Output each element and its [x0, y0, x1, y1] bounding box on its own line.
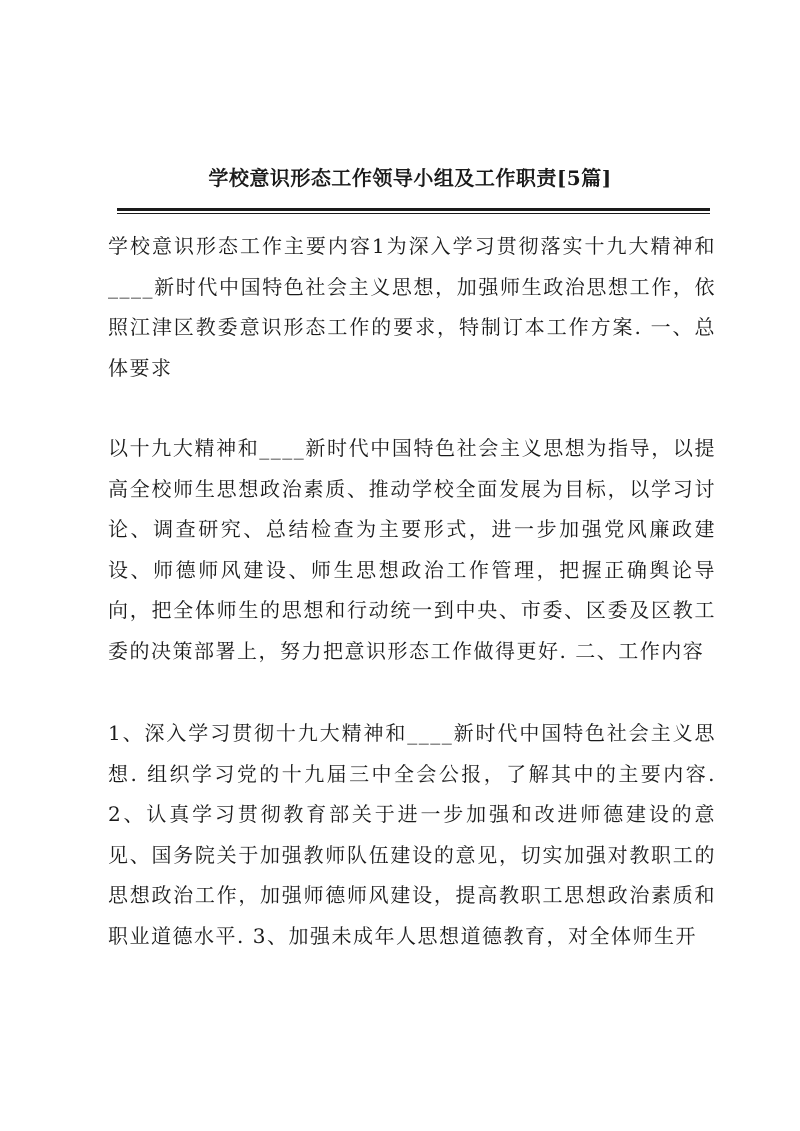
paragraph-spacer — [108, 671, 716, 713]
title-underline-thick — [117, 208, 710, 211]
document-title: 学校意识形态工作领导小组及工作职责[5篇] — [208, 166, 612, 190]
paragraph-spacer — [108, 388, 716, 428]
paragraph-guidance: 以十九大精神和____新时代中国特色社会主义思想为指导，以提高全校师生思想政治素质、推动学校全面发展为目标，以学习讨论、调查研究、总结检查为主要形式，进一步加强党风廉政建设、师德师风建设、师生思想政治工作管理，把握正确舆论导向，把全体师生的思想和行动统一到中央、市委、区委及区教工委的决策部署上，努力把意识形态工作做得更好. 二、工作内容 — [108, 436, 716, 663]
title-underline-thin — [117, 213, 710, 214]
document-body — [108, 226, 716, 956]
paragraph-work-content: 1、深入学习贯彻十九大精神和____新时代中国特色社会主义思想. 组织学习党的十九届三中全会公报，了解其中的主要内容. 2、认真学习贯彻教育部关于进一步加强和改进师德建设的意见、国务院关于加强教师队伍建设的意见，切实加强对教职工的思想政治工作，加强师德师风建设，提高教职工思想政治素质和职业道德水平. 3、加强未成年人思想道德教育，对全体师生开 — [108, 721, 716, 948]
paragraph-intro: 学校意识形态工作主要内容1为深入学习贯彻落实十九大精神和____新时代中国特色社会主义思想，加强师生政治思想工作，依照江津区教委意识形态工作的要求，特制订本工作方案. 一、总体要求 — [108, 234, 716, 380]
